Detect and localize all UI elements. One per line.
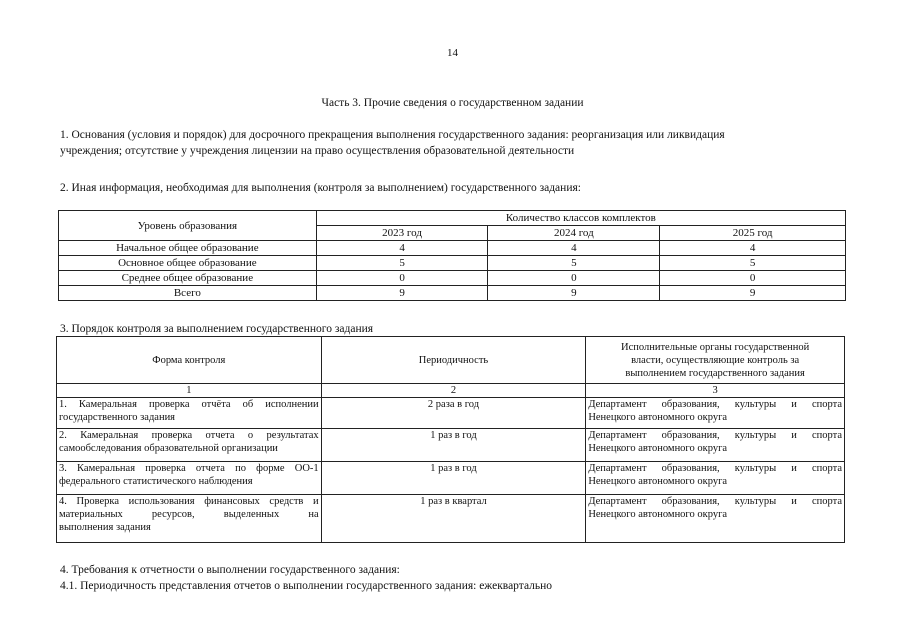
section-1: [60, 127, 860, 159]
authority-line: Департамент образования, культуры и спорта: [588, 399, 842, 410]
header-authorities-line: власти, осуществляющие контроль за: [631, 354, 800, 366]
header-year-2024: 2024 год: [488, 226, 660, 241]
control-procedure-table: [56, 336, 845, 543]
period-cell: 1 раз в квартал: [321, 495, 586, 543]
authority-line: Департамент образования, культуры и спорта: [588, 496, 842, 507]
header-year-2023: 2023 год: [316, 226, 488, 241]
authority-cell: [586, 429, 845, 462]
period-cell: 1 раз в год: [321, 462, 586, 495]
value-cell: 4: [316, 241, 488, 256]
part-title: Часть 3. Прочие сведения о государственном задании: [321, 97, 584, 109]
form-cell: [57, 398, 322, 429]
table-row: [59, 286, 846, 301]
form-line: 2. Камеральная проверка отчета о результатах: [59, 430, 319, 441]
authority-line: Ненецкого автономного округа: [588, 443, 728, 454]
header-year-2025: 2025 год: [660, 226, 846, 241]
value-cell: 0: [660, 271, 846, 286]
section-1-line-1: 1. Основания (условия и порядок) для досрочного прекращения выполнения государственного задания: реорганизация или ликвидация: [60, 129, 725, 141]
form-cell: [57, 429, 322, 462]
value-cell: 9: [660, 286, 846, 301]
value-cell: 5: [660, 256, 846, 271]
value-cell: 0: [488, 271, 660, 286]
authority-line: Ненецкого автономного округа: [588, 412, 728, 423]
level-cell: Среднее общее образование: [59, 271, 317, 286]
form-line: государственного задания: [59, 412, 176, 423]
section-4-title: 4. Требования к отчетности о выполнении государственного задания:: [60, 564, 400, 576]
table-row: [57, 429, 845, 462]
header-education-level: Уровень образования: [59, 211, 317, 241]
form-cell: [57, 462, 322, 495]
table-row: [59, 241, 846, 256]
table-row: [57, 495, 845, 543]
level-cell: Всего: [59, 286, 317, 301]
period-cell: 2 раза в год: [321, 398, 586, 429]
value-cell: 4: [660, 241, 846, 256]
section-3-title: 3. Порядок контроля за выполнением государственного задания: [60, 323, 374, 335]
header-form-of-control: Форма контроля: [57, 337, 322, 384]
page-number: 14: [447, 47, 458, 59]
column-number: 1: [57, 384, 322, 398]
header-class-count: Количество классов комплектов: [316, 211, 845, 226]
header-periodicity: Периодичность: [321, 337, 586, 384]
header-authorities-line: Исполнительные органы государственной: [621, 341, 810, 353]
form-line: 4. Проверка использования финансовых средств и: [59, 496, 319, 507]
level-cell: Начальное общее образование: [59, 241, 317, 256]
authority-line: Ненецкого автономного округа: [588, 476, 728, 487]
section-2-title: 2. Иная информация, необходимая для выполнения (контроля за выполнением) государственного задания:: [60, 182, 581, 194]
form-line: самообследования образовательной организации: [59, 443, 278, 454]
column-number: 2: [321, 384, 586, 398]
section-1-line-2: учреждения; отсутствие у учреждения лицензии на право осуществления образовательной деятельности: [60, 145, 575, 157]
level-cell: Основное общее образование: [59, 256, 317, 271]
header-authorities: [586, 337, 845, 384]
value-cell: 9: [316, 286, 488, 301]
authority-cell: [586, 495, 845, 543]
authority-line: Департамент образования, культуры и спорта: [588, 430, 842, 441]
section-4-item-1: 4.1. Периодичность представления отчетов о выполнении государственного задания: ежеквартально: [60, 580, 553, 592]
header-authorities-line: выполнением государственного задания: [625, 367, 805, 379]
form-line: материальных ресурсов, выделенных на: [59, 509, 319, 520]
table-row: [59, 256, 846, 271]
column-number: 3: [586, 384, 845, 398]
form-line: федерального статистического наблюдения: [59, 476, 253, 487]
table-row: [57, 462, 845, 495]
value-cell: 5: [488, 256, 660, 271]
value-cell: 9: [488, 286, 660, 301]
form-cell: [57, 495, 322, 543]
period-cell: 1 раз в год: [321, 429, 586, 462]
form-line: 3. Камеральная проверка отчета по форме ОО-1: [59, 463, 319, 474]
table-row: [57, 398, 845, 429]
value-cell: 4: [488, 241, 660, 256]
value-cell: 0: [316, 271, 488, 286]
value-cell: 5: [316, 256, 488, 271]
form-line: выполнения задания: [59, 522, 151, 533]
authority-line: Департамент образования, культуры и спорта: [588, 463, 842, 474]
authority-line: Ненецкого автономного округа: [588, 509, 728, 520]
table-row: [59, 271, 846, 286]
authority-cell: [586, 398, 845, 429]
authority-cell: [586, 462, 845, 495]
education-level-table: [58, 210, 846, 301]
form-line: 1. Камеральная проверка отчёта об исполнении: [59, 399, 319, 410]
